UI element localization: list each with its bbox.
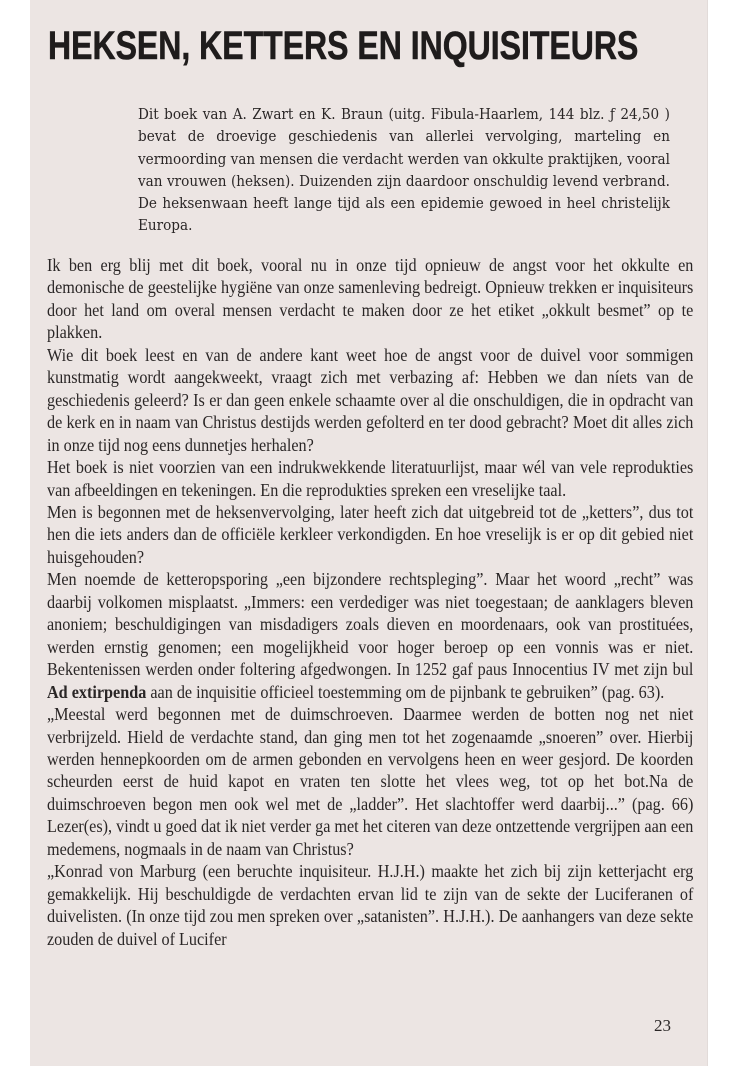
magazine-page — [30, 0, 708, 1066]
paragraph: Men is begonnen met de heksenvervolging, later heeft zich dat uitgebreid tot de „ketters”, dus tot hen die iets anders dan de officiële kerkleer verkondigden. En hoe vreselijk is er op dit gebied niet huisgehouden? — [47, 501, 694, 567]
paragraph: „Konrad von Marburg (een beruchte inquisiteur. H.J.H.) maakte het zich bij zijn ketterjacht erg gemakkelijk. Hij beschuldigde de verdachten ervan lid te zijn van de sekte der Luciferanen of duivelisten. (In onze tijd zou men spreken over „satanisten”. H.J.H.). De aanhangers van deze sekte zouden de duivel of Lucifer — [47, 861, 694, 949]
article-title: HEKSEN, KETTERS EN INQUISITEURS — [48, 24, 639, 68]
paragraph-text: Men noemde de ketteropsporing „een bijzondere rechtspleging”. Maar het woord „recht” was daarbij volkomen misplaatst. „Immers: een verdediger was niet toegestaan; de aanklagers bleven anoniem; beschuldigingen van misdadigers zoals dieven en moordenaars, ook van prostituées, werden ernstig genomen; een mogelijkheid voor hoger beroep op een vonnis was er niet. Bekentenissen werden onder foltering afgedwongen. In 1252 gaf paus Innocentius IV met zijn bul — [47, 569, 694, 680]
article-body — [47, 254, 693, 950]
paragraph-text: aan de inquisitie officieel toestemming om de pijnbank te gebruiken” (pag. 63). — [146, 681, 665, 702]
paragraph: Ik ben erg blij met dit boek, vooral nu in onze tijd opnieuw de angst voor het okkulte en demonische de geestelijke hygiëne van onze samenleving bedreigt. Opnieuw trekken er inquisiteurs door het land om overal mensen verdacht te maken door ze het etiket „okkult besmet” op te plakken. — [47, 255, 694, 343]
paragraph: Het boek is niet voorzien van een indrukwekkende literatuurlijst, maar wél van vele reprodukties van afbeeldingen en tekeningen. En die reprodukties spreken een vreselijke taal. — [47, 457, 694, 500]
article-intro: Dit boek van A. Zwart en K. Braun (uitg. Fibula-Haarlem, 144 blz. ƒ 24,50 ) bevat de droevige geschiedenis van allerlei vervolging, marteling en vermoording van mensen die verdacht werden van okkulte praktijken, vooral van vrouwen (heksen). Duizenden zijn daardoor onschuldig levend verbrand. De heksenwaan heeft lange tijd als een epidemie gewoed in heel christelijk Europa. — [138, 106, 670, 235]
paragraph: Wie dit boek leest en van de andere kant weet hoe de angst voor de duivel voor sommigen kunstmatig wordt aangekweekt, vraagt zich met verbazing af: Hebben we dan níets van de geschiedenis geleerd? Is er dan geen enkele schaamte over al die onschuldigen, die in opdracht van de kerk en in naam van Christus destijds werden gefolterd en ter dood gebracht? Moet dit alles zich in onze tijd nog eens dunnetjes herhalen? — [47, 344, 694, 455]
paragraph: „Meestal werd begonnen met de duimschroeven. Daarmee werden de botten nog net niet verbrijzeld. Hield de verdachte stand, dan ging men tot het zogenaamde „snoeren” over. Hierbij werden hennepkoorden om de armen gebonden en vervolgens heen en weer gesjord. De koorden scheurden eerst de huid kapot en vraten ten slotte het vlees weg, tot op het bot.Na de duimschroeven begon men ook wel met de „ladder”. Het slachtoffer werd daarbij...” (pag. 66) Lezer(es), vindt u goed dat ik niet verder ga met het citeren van deze ontzettende vergrijpen aan een medemens, nogmaals in de naam van Christus? — [47, 704, 694, 859]
page-number: 23 — [654, 1016, 671, 1035]
bull-title: Ad extirpenda — [47, 681, 147, 702]
paragraph — [47, 568, 693, 703]
